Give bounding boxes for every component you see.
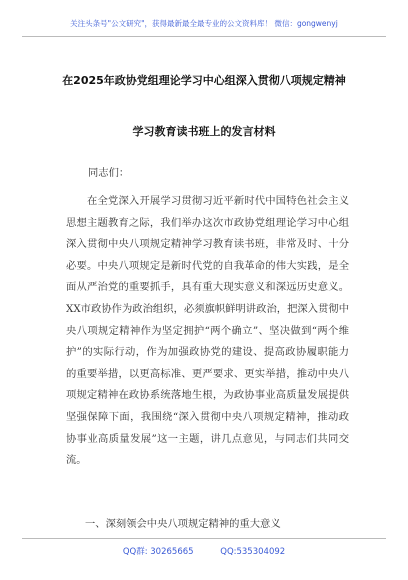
footer-qq: QQ:535304092 bbox=[220, 547, 286, 557]
body-paragraph: 在全党深入开展学习贯彻习近平新时代中国特色社会主义思想主题教育之际，我们举办这次市政协党组理论学习中心组深入贯彻中央八项规定精神学习教育读书班，非常及时、十分必要。中央八项规定是新时代党的自我革命的伟大实践，是全面从严治党的重要抓手，具有重大现实意义和深远历史意义。XX市政协作为政治组织，必须旗帜鲜明讲政治，把深入贯彻中央八项规定精神作为坚定拥护“两个确立”、坚决做到“两个维护”的实际行动，作为加强政协党的建设、提高政协履职能力的重要举措，以更高标准、更严要求、更实举措，推动中央八项规定精神在政协系统落地生根，为政协事业高质量发展提供坚强保障下面，我围绕“深入贯彻中央八项规定精神，推动政协事业高质量发展”这一主题，讲几点意见，与同志们共同交流。 bbox=[66, 195, 349, 467]
header-divider bbox=[22, 36, 386, 37]
page-header: 关注头条号"公文研究"，获得最新最全最专业的公文资料库！ 微信：gongwenyj bbox=[70, 19, 338, 28]
document-title-line2: 学习教育读书班上的发言材料 bbox=[132, 125, 276, 138]
footer-qq-group: QQ群: 30265665 bbox=[122, 547, 194, 557]
salutation: 同志们： bbox=[88, 167, 130, 179]
section-heading: 一、深刻领会中央八项规定精神的重大意义 bbox=[85, 518, 281, 530]
document-title-line1: 在2025年政协党组理论学习中心组深入贯彻八项规定精神 bbox=[62, 74, 346, 87]
footer-divider bbox=[22, 538, 386, 539]
page-footer bbox=[0, 545, 408, 557]
